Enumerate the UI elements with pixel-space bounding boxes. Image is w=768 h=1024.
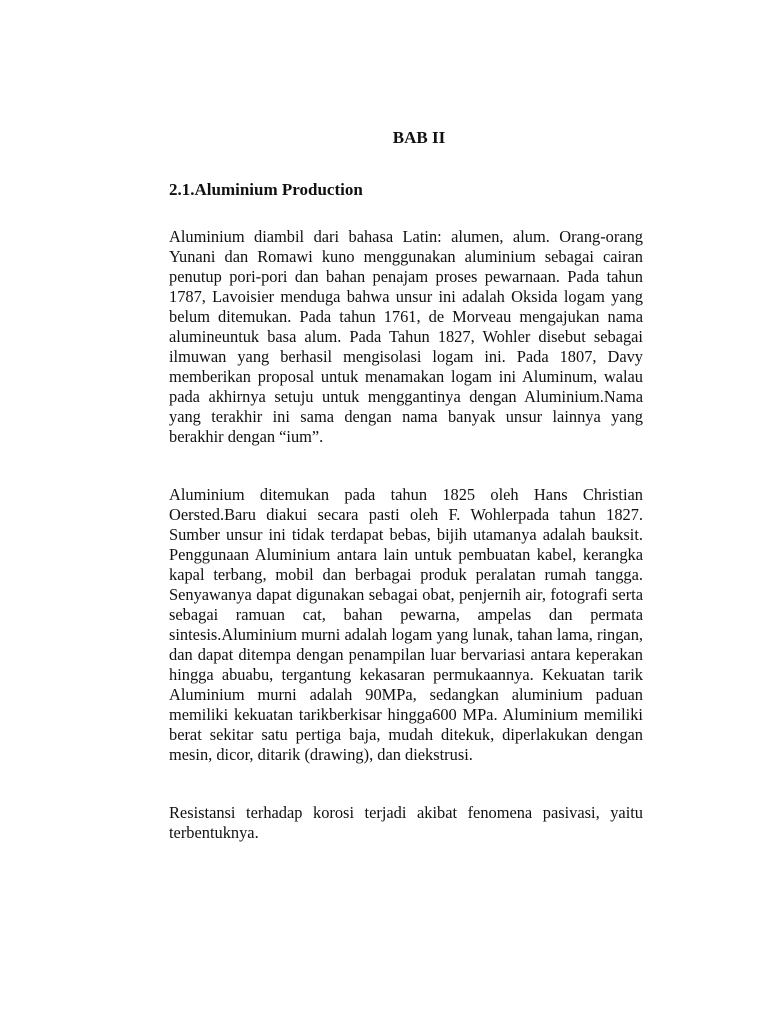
section-title: 2.1.Aluminium Production [169,180,363,199]
body-paragraph-1: Aluminium diambil dari bahasa Latin: alumen, alum. Orang-orang Yunani dan Romawi kuno menggunakan aluminium sebagai cairan penutup pori-pori dan bahan penajam proses pewarnaan. Pada tahun 1787, Lavoisier menduga bahwa unsur ini adalah Oksida logam yang belum ditemukan. Pada tahun 1761, de Morveau mengajukan nama alumineuntuk basa alum. Pada Tahun 1827, Wohler disebut sebagai ilmuwan yang berhasil mengisolasi logam ini. Pada 1807, Davy memberikan proposal untuk menamakan logam ini Aluminum, walau pada akhirnya setuju untuk menggantinya dengan Aluminium.Nama yang terakhir ini sama dengan nama banyak unsur lainnya yang berakhir dengan “ium”. [169,227,643,446]
body-paragraph-2: Aluminium ditemukan pada tahun 1825 oleh Hans Christian Oersted.Baru diakui secara pasti oleh F. Wohlerpada tahun 1827. Sumber unsur ini tidak terdapat bebas, bijih utamanya adalah bauksit. Penggunaan Aluminium antara lain untuk pembuatan kabel, kerangka kapal terbang, mobil dan berbagai produk peralatan rumah tangga. Senyawanya dapat digunakan sebagai obat, penjernih air, fotografi serta sebagai ramuan cat, bahan pewarna, ampelas dan permata sintesis.Aluminium murni adalah logam yang lunak, tahan lama, ringan, dan dapat ditempa dengan penampilan luar bervariasi antara keperakan hingga abuabu, tergantung kekasaran permukaannya. Kekuatan tarik Aluminium murni adalah 90MPa, sedangkan aluminium paduan memiliki kekuatan tarikberkisar hingga600 MPa. Aluminium memiliki berat sekitar satu pertiga baja, mudah ditekuk, diperlakukan dengan mesin, dicor, ditarik (drawing), dan diekstrusi. [169,485,643,764]
chapter-title: BAB II [392,128,446,147]
body-paragraph-3: Resistansi terhadap korosi terjadi akibat fenomena pasivasi, yaitu terbentuknya. [169,803,643,842]
